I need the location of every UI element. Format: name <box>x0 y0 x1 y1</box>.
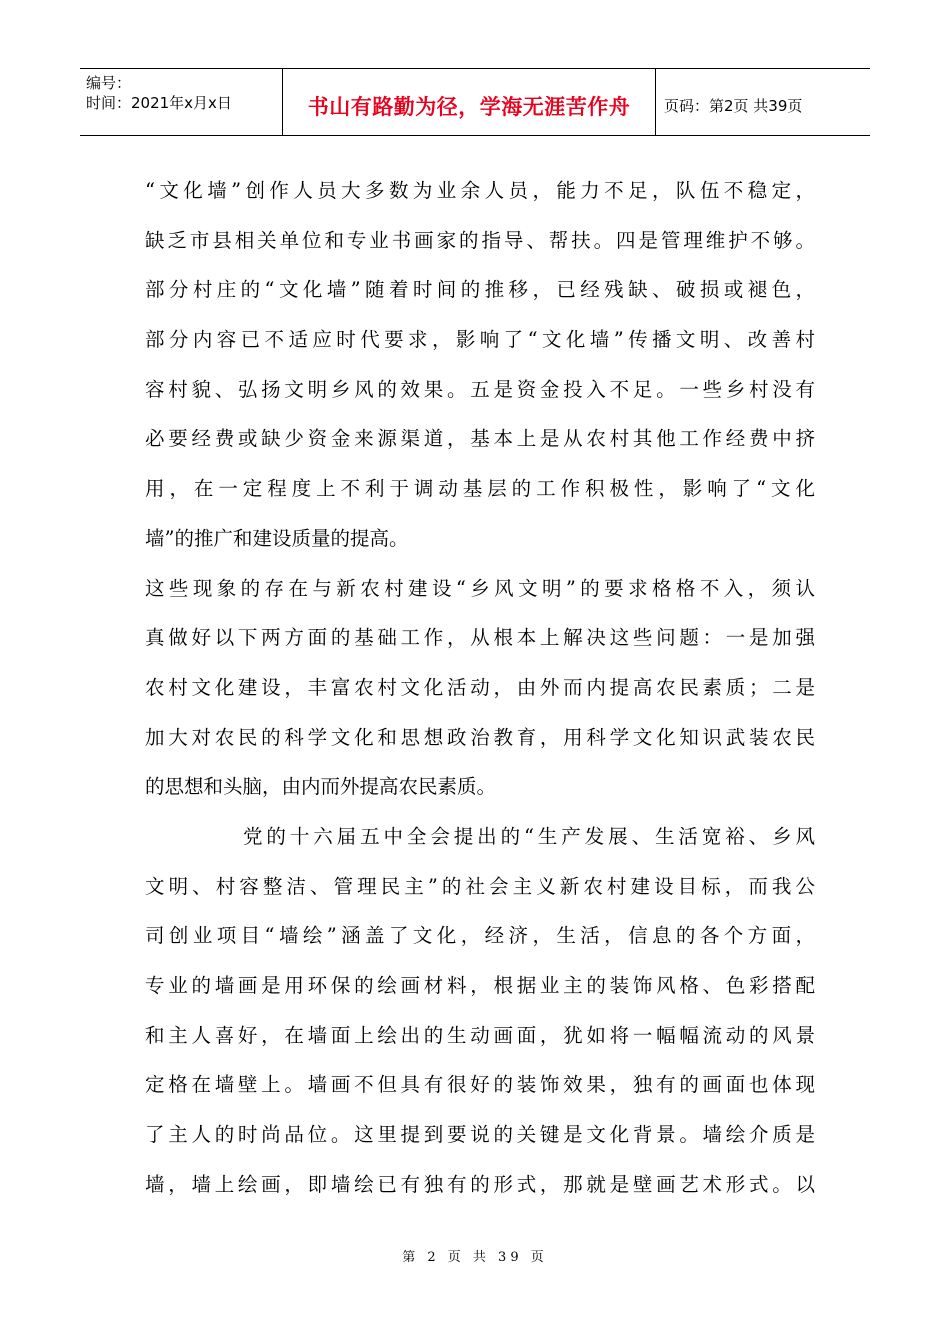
header-meta <box>80 69 282 135</box>
body-line: 了主人的时尚品位。这里提到要说的关键是文化背景。墙绘介质是 <box>145 1123 815 1147</box>
header-page-info-cell <box>656 69 870 135</box>
body-line: 司创业项目“墙绘”涵盖了文化，经济，生活，信息的各个方面， <box>145 924 815 948</box>
body-line: 定格在墙壁上。墙画不但具有很好的装饰效果，独有的画面也体现 <box>145 1073 815 1097</box>
footer-page-number: 第 2 页 共 39 页 <box>402 1250 548 1265</box>
body-line: 加大对农民的科学文化和思想政治教育，用科学文化知识武装农民 <box>145 725 815 749</box>
body-line: 这些现象的存在与新农村建设“乡风文明”的要求格格不入，须认 <box>145 576 815 600</box>
page-info: 页码：第2页 共39页 <box>664 96 803 115</box>
serial-number-label: 编号： <box>86 74 132 92</box>
document-body <box>145 166 815 1209</box>
body-line: 的思想和头脑，由内而外提高农民素质。 <box>145 775 497 799</box>
body-line: 和主人喜好，在墙面上绘出的生动画面，犹如将一幅幅流动的风景 <box>145 1023 815 1047</box>
body-line: “文化墙”创作人员大多数为业余人员，能力不足，队伍不稳定， <box>145 179 815 202</box>
body-line: 墙，墙上绘画，即墙绘已有独有的形式，那就是壁画艺术形式。以 <box>145 1172 815 1196</box>
body-line: 文明、村容整洁、管理民主”的社会主义新农村建设目标，而我公 <box>145 874 815 898</box>
body-line: 农村文化建设，丰富农村文化活动，由外而内提高农民素质；二是 <box>145 675 815 699</box>
body-line: 必要经费或缺少资金来源渠道，基本上是从农村其他工作经费中挤 <box>145 427 815 451</box>
paragraph-first-line: 党的十六届五中全会提出的“生产发展、生活宽裕、乡风 <box>243 824 815 848</box>
body-line: 部分村庄的“文化墙”随着时间的推移，已经残缺、破损或褪色， <box>145 278 815 302</box>
page-header <box>80 68 870 136</box>
date-label: 时间：2021年x月x日 <box>86 94 232 112</box>
header-motto-cell <box>282 69 656 135</box>
body-line: 部分内容已不适应时代要求，影响了“文化墙”传播文明、改善村 <box>145 328 815 352</box>
page-footer <box>0 1246 950 1265</box>
body-line: 专业的墙画是用环保的绘画材料，根据业主的装饰风格、色彩搭配 <box>145 974 815 997</box>
body-line: 墙”的推广和建设质量的提高。 <box>145 526 409 550</box>
body-line: 真做好以下两方面的基础工作，从根本上解决这些问题：一是加强 <box>145 626 815 650</box>
body-line: 容村貌、弘扬文明乡风的效果。五是资金投入不足。一些乡村没有 <box>145 377 815 401</box>
motto-text: 书山有路勤为径，学海无涯苦作舟 <box>307 95 631 119</box>
body-line: 用，在一定程度上不利于调动基层的工作积极性，影响了“文化 <box>145 477 815 501</box>
body-line: 缺乏市县相关单位和专业书画家的指导、帮扶。四是管理维护不够。 <box>145 228 815 252</box>
